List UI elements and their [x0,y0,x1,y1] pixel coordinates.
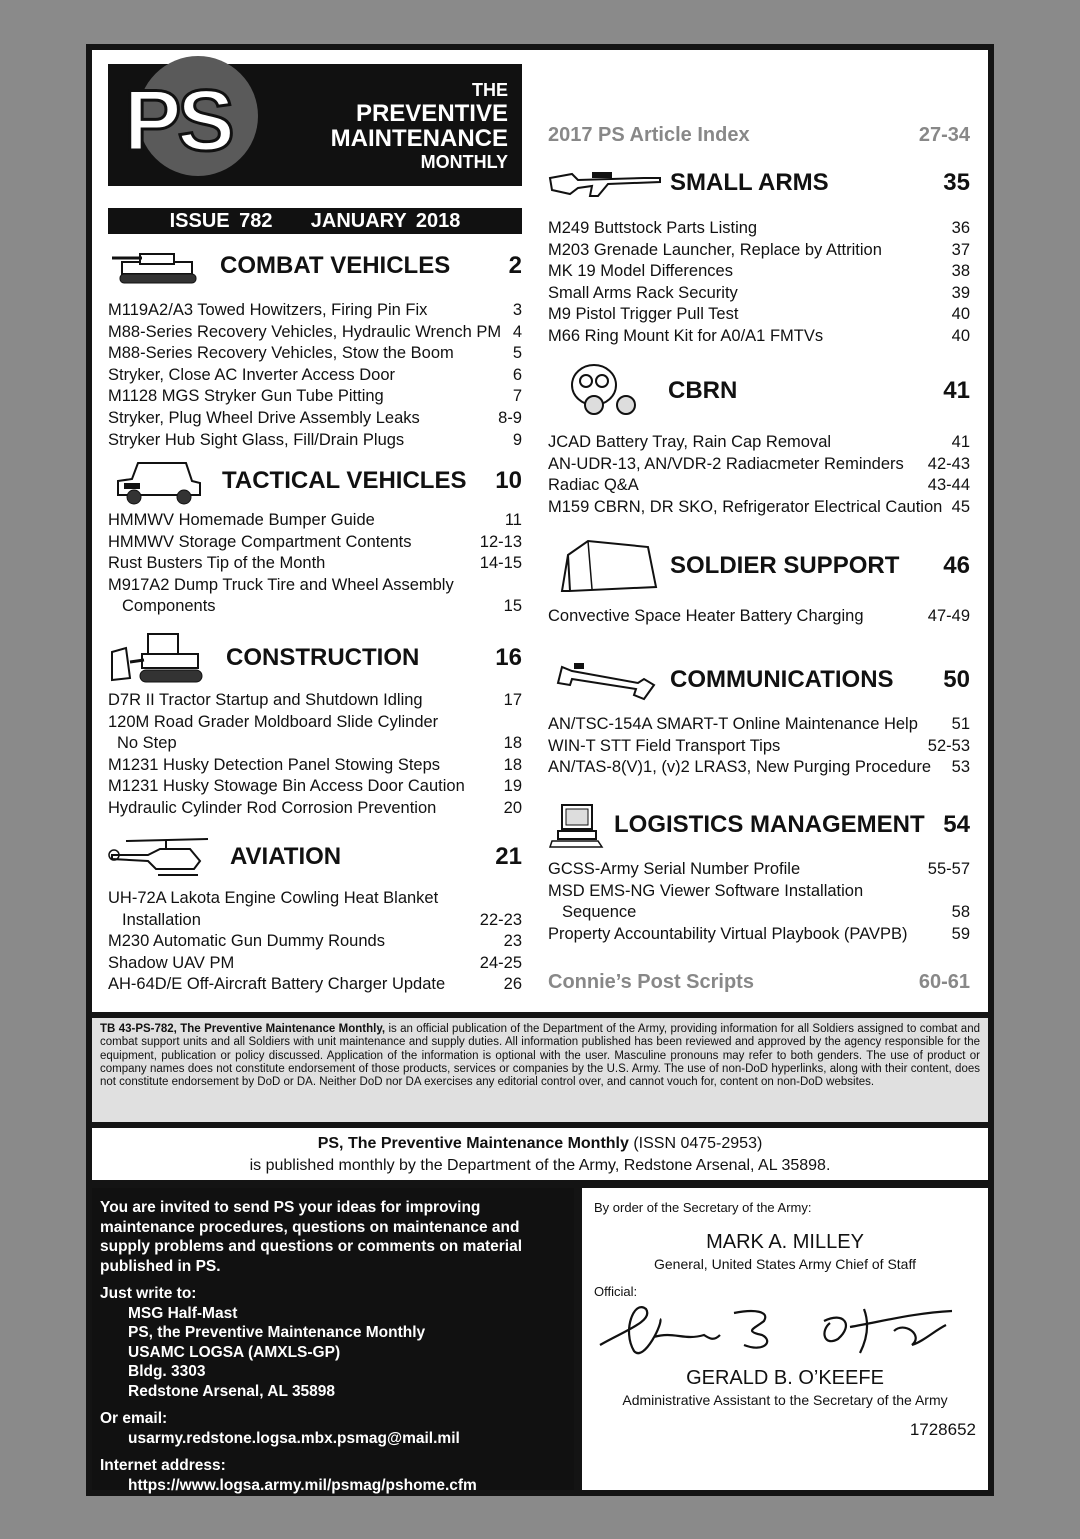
legal-lead: TB 43-PS-782, The Preventive Maintenance Monthly, [100,1023,386,1035]
list-item[interactable]: M1231 Husky Stowage Bin Access Door Caution 19 [108,777,522,796]
section-combat-vehicles [108,244,522,288]
masthead [108,64,522,186]
chief-name: MARK A. MILLEY [706,1231,864,1253]
legal-notice [92,1018,988,1122]
list-item[interactable]: M119A2/A3 Towed Howitzers, Firing Pin Fix 3 [108,301,522,319]
aviation-list [108,888,522,996]
issue-number: ISSUE 782 [169,210,273,232]
handset-icon [548,655,660,705]
list-item[interactable]: Stryker, Close AC Inverter Access Door 6 [108,365,522,384]
write-label: Just write to: [100,1285,197,1302]
list-item[interactable]: Stryker Hub Sight Glass, Fill/Drain Plugs 9 [108,430,522,449]
communications-list [548,714,970,779]
section-page: 41 [943,377,970,404]
section-aviation [108,834,522,880]
masthead-preventive: PREVENTIVE [355,100,508,127]
list-item[interactable]: M66 Ring Mount Kit for A0/A1 FMTVs 40 [548,326,970,345]
list-item[interactable]: UH-72A Lakota Engine Cowling Heat Blanket [108,889,439,907]
section-logistics-management [548,800,970,850]
list-item[interactable]: JCAD Battery Tray, Rain Cap Removal 41 [548,433,970,451]
section-page: 10 [495,467,522,494]
list-item[interactable]: HMMWV Storage Compartment Contents 12-13 [108,532,522,551]
article-index-page: 27-34 [918,124,970,146]
list-item[interactable]: Installation 22-23 [122,910,522,929]
masthead-monthly: MONTHLY [420,152,508,172]
small-arms-list [548,218,970,348]
section-title: AVIATION [230,843,342,870]
bulldozer-icon [108,630,208,686]
section-soldier-support [548,536,970,596]
section-small-arms [548,164,970,202]
section-page: 16 [495,644,522,671]
list-item[interactable]: Hydraulic Cylinder Rod Corrosion Prevention 20 [108,798,522,817]
contact-box [92,1188,574,1494]
section-title: LOGISTICS MANAGEMENT [614,811,925,838]
section-title: CONSTRUCTION [226,644,420,671]
list-item[interactable]: Rust Busters Tip of the Month 14-15 [108,554,522,573]
soldier-support-list [548,606,970,628]
list-item[interactable]: MK 19 Model Differences 38 [548,262,970,281]
truck-icon [108,457,208,505]
section-title: COMBAT VEHICLES [220,252,451,279]
admin-name: GERALD B. O’KEEFE [686,1367,884,1389]
section-page: 54 [943,811,970,838]
list-item[interactable]: M159 CBRN, DR SKO, Refrigerator Electrical Caution 45 [548,497,970,516]
tent-icon [548,537,660,595]
list-item[interactable]: M1231 Husky Detection Panel Stowing Steps 18 [108,755,522,774]
rifle-icon [548,166,662,200]
section-page: 21 [495,843,522,870]
list-item[interactable]: No Step 18 [117,734,522,753]
list-item[interactable]: HMMWV Homemade Bumper Guide 11 [108,511,522,529]
tactical-vehicles-list [108,510,522,618]
address-line: Bldg. 3303 [128,1363,206,1380]
website-link[interactable]: https://www.logsa.army.mil/psmag/pshome.cfm [128,1476,477,1494]
ps-logo: PS [124,73,231,169]
list-item[interactable]: AN-UDR-13, AN/VDR-2 Radiacmeter Reminders 42-43 [548,454,970,473]
official-label: Official: [594,1284,638,1299]
chief-title: General, United States Army Chief of Staff [654,1256,916,1272]
helicopter-icon [108,835,212,879]
publication-info [92,1128,988,1180]
list-item[interactable]: M203 Grenade Launcher, Replace by Attrition 37 [548,240,970,259]
list-item[interactable]: M88-Series Recovery Vehicles, Hydraulic Wrench PM 4 [108,322,522,341]
construction-list [108,690,522,820]
by-order-text: By order of the Secretary of the Army: [594,1200,812,1215]
masthead-maintenance: MAINTENANCE [330,125,508,152]
publication-name: PS, The Preventive Maintenance Monthly [317,1135,629,1152]
section-page: 2 [508,252,522,279]
cbrn-list [548,432,970,518]
authorization-box [582,1188,988,1490]
issue-bar [108,208,522,234]
invite-intro: You are invited to send PS your ideas for improving maintenance procedures, questions on maintenance and supply problems and questions or comments on material published in PS. [100,1199,523,1275]
email-link[interactable]: usarmy.redstone.logsa.mbx.psmag@mail.mil [128,1429,460,1447]
list-item[interactable]: M1128 MGS Stryker Gun Tube Pitting 7 [108,387,522,406]
list-item[interactable]: WIN-T STT Field Transport Tips 52-53 [548,736,970,755]
legal-body: is an official publication of the Department of the Army, providing information for all Soldiers assigned to combat and combat support units and all Soldiers with unit maintenance and supply duties. All information published has been reviewed and approved by the agency responsible for the equipment, publication or policy discussed. Application of the information is optional with the user. Masculine pronouns may refer to both genders. The use of product or company names does not constitute endorsement of those products, services or companies by the U.S. Army. The use of non-DoD hyperlinks, along with their content, does not constitute endorsement by DoD or DA. Neither DoD nor DA exercises any editorial control over, and cannot vouch for, content on non-DoD websites. [100,1023,980,1089]
address-line: MSG Half-Mast [128,1304,238,1322]
computer-icon [548,801,606,849]
article-index[interactable] [548,124,970,147]
section-title: SOLDIER SUPPORT [670,552,900,579]
publication-line2: is published monthly by the Department of the Army, Redstone Arsenal, AL 35898. [249,1157,831,1174]
section-tactical-vehicles [108,456,522,506]
section-construction [108,628,522,688]
section-page: 46 [943,552,970,579]
list-item[interactable]: M88-Series Recovery Vehicles, Stow the Boom 5 [108,344,522,363]
document-code: 1728652 [909,1420,976,1439]
section-title: SMALL ARMS [670,169,829,196]
list-item[interactable]: M9 Pistol Trigger Pull Test 40 [548,305,970,324]
section-title: CBRN [668,377,738,404]
section-communications [548,654,970,706]
address-line: Redstone Arsenal, AL 35898 [128,1382,336,1400]
list-item[interactable]: Small Arms Rack Security 39 [548,283,970,302]
list-item[interactable]: AN/TSC-154A SMART-T Online Maintenance Help 51 [548,715,970,733]
list-item[interactable]: 120M Road Grader Moldboard Slide Cylinder [108,712,439,731]
list-item[interactable]: M917A2 Dump Truck Tire and Wheel Assembly [108,575,454,594]
list-item[interactable]: MSD EMS-NG Viewer Software Installation [548,881,864,900]
list-item[interactable]: Components 15 [122,597,522,616]
list-item[interactable]: Radiac Q&A 43-44 [548,476,970,495]
section-cbrn [548,360,970,422]
publication-issn: (ISSN 0475-2953) [628,1135,763,1152]
list-item[interactable]: Sequence 58 [562,903,970,922]
address-line: USAMC LOGSA (AMXLS-GP) [128,1343,341,1361]
post-scripts[interactable] [548,971,970,994]
section-title: COMMUNICATIONS [670,666,894,693]
internet-label: Internet address: [100,1457,226,1474]
list-item[interactable]: M230 Automatic Gun Dummy Rounds 23 [108,932,522,951]
address-line: PS, the Preventive Maintenance Monthly [128,1324,426,1341]
list-item[interactable]: Property Accountability Virtual Playbook (PAVPB) 59 [548,924,970,943]
email-label: Or email: [100,1410,168,1427]
list-item[interactable]: Stryker, Plug Wheel Drive Assembly Leaks 8-9 [108,408,522,427]
section-title: TACTICAL VEHICLES [222,467,467,494]
list-item[interactable]: Convective Space Heater Battery Charging 47-49 [548,607,970,625]
list-item[interactable]: AN/TAS-8(V)1, (v)2 LRAS3, New Purging Procedure 53 [548,758,970,777]
list-item[interactable]: GCSS-Army Serial Number Profile 55-57 [548,860,970,878]
issue-date: JANUARY 2018 [310,210,461,232]
list-item[interactable]: Shadow UAV PM 24-25 [108,953,522,972]
list-item[interactable]: M249 Buttstock Parts Listing 36 [548,219,970,237]
combat-vehicles-list [108,300,522,451]
admin-title: Administrative Assistant to the Secretary of the Army [622,1392,948,1408]
post-scripts-title: Connie’s Post Scripts [548,971,754,993]
tank-icon [108,246,212,286]
section-page: 35 [943,169,970,196]
signature [594,1301,974,1365]
list-item[interactable]: D7R II Tractor Startup and Shutdown Idling 17 [108,691,522,709]
masthead-the: THE [472,80,508,100]
post-scripts-page: 60-61 [918,971,970,993]
list-item[interactable]: AH-64D/E Off-Aircraft Battery Charger Update 26 [108,975,522,994]
section-page: 50 [943,666,970,693]
logistics-management-list [548,859,970,945]
gas-mask-icon [548,361,658,421]
article-index-title: 2017 PS Article Index [548,124,750,146]
